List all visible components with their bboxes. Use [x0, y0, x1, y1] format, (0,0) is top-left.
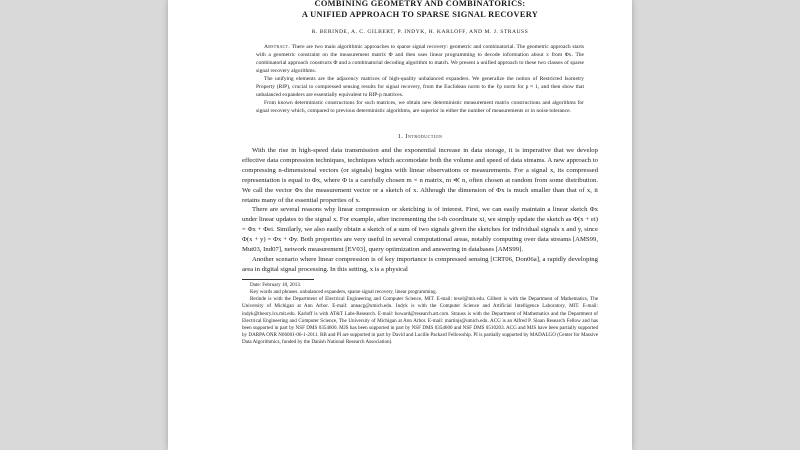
intro-paragraph-3: Another scenario where linear compression is of key importance is compressed sensing [CRT06, Don06a], a rapidly developing area in digital signal processing. In this setting, x is a physical: [242, 255, 598, 273]
title-line-1: COMBINING GEOMETRY AND COMBINATORICS:: [314, 0, 526, 8]
author-list: R. BERINDE, A. C. GILBERT, P. INDYK, H. KARLOFF, AND M. J. STRAUSS: [311, 29, 529, 35]
page-content: [242, 0, 598, 347]
footnote-keywords: Key words and phrases. unbalanced expanders, sparse signal recovery, linear programming.: [250, 288, 437, 295]
section-heading-introduction: 1. Introduction: [397, 133, 443, 140]
abstract-label: Abstract.: [264, 44, 291, 50]
intro-paragraph-1: With the rise in high-speed data transmission and the exponential increase in data storage, it is imperative that we develop effective data compression techniques, techniques which accomodate both the volume and speed of data streams. A new approach to compressing n-dimensional vectors (or signals) begins with linear observations or measurements. For a signal x, its compressed representation is equal to Φx, where Φ is a carefully chosen m × n matrix, m ≪ n, often chosen at random from some distribution. We call the vector Φx the measurement vector or a sketch of x. Although the dimension of Φx is much smaller than that of x, it retains many of the essential properties of x.: [242, 147, 598, 204]
title-line-2: A UNIFIED APPROACH TO SPARSE SIGNAL RECOVERY: [301, 10, 539, 19]
footnote-date: Date: February 18, 2013.: [250, 281, 302, 288]
paper-page: [168, 0, 632, 450]
abstract-paragraph-3: From known deterministic constructions for such matrices, we obtain new deterministic measurement matrix constructions and algorithms for signal recovery which, compared to previous deterministic algorithms, are superior in either the number of measurements or in noise tolerance.: [256, 100, 584, 114]
footnotes: [242, 282, 598, 347]
footnote-rule: [242, 279, 314, 280]
paper-title: [250, 0, 590, 20]
abstract-paragraph-2: The unifying elements are the adjacency matrices of high-quality unbalanced expanders. We generalize the notion of Restricted Isometry Property (RIP), crucial to compressed sensing results for signal recovery, from the Euclidean norm to the ℓp norm for p ≈ 1, and then show that unbalanced expanders are essentially equivalent to RIP-p matrices.: [256, 76, 584, 98]
abstract-text-1: There are two main algorithmic approaches to sparse signal recovery: geometric and combinatorial. The geometric approach starts with a geometric constraint on the measurement matrix Φ and then uses linear programming to decode information about x from Φx. The combinatorial approach constructs Φ and a combinatorial decoding algorithm to match. We present a unified approach to these two classes of sparse signal recovery algorithms.: [256, 44, 585, 74]
abstract-paragraph-1: [256, 43, 584, 75]
introduction-body: [242, 146, 598, 275]
intro-paragraph-2: There are several reasons why linear compression or sketching is of interest. First, we can easily maintain a linear sketch Φx under linear updates to the signal x. For example, after incrementing the i-th coordinate xi, we simply update the sketch as Φ(x + ei) = Φx + Φei. Similarly, we also easily obtain a sketch of a sum of two signals given the sketches for individual signals x and y, since Φ(x + y) = Φx + Φy. Both properties are very useful in several computational areas, notably computing over data streams [AMS99, Mut03, Ind07], network measurement [EV03], query optimization and answering in databases [AMS99].: [242, 206, 598, 254]
abstract: [256, 43, 584, 115]
footnote-affiliations: Berinde is with the Department of Electrical Engineering and Computer Science, MIT. E-mail: texel@mit.edu. Gilbert is with the Department of Mathematics, The University of Michigan at Ann Arbor. E-mail: annacg@umich.edu. Indyk is with the Computer Science and Artificial Intelligence Laboratory, MIT. E-mail: indyk@theory.lcs.mit.edu. Karloff is with AT&T Labs-Research. E-mail: howard@research.att.com. Strauss is with the Department of Mathematics and the Department of Electrical Engineering and Computer Science, The University of Michigan at Ann Arbor. E-mail: martinjs@umich.edu. ACG is an Alfred P. Sloan Research Fellow and has been supported in part by NSF DMS 0354600. MJS has been supported in part by NSF DMS 0354600 and NSF DMS 0510203. ACG and MJS have been partially supported by DARPA ONR N66001-06-1-2011. RB and PI are supported in part by David and Lucille Packard Fellowship. PI is partially supported by MADALGO (Center for Massive Data Algorithmics, funded by the Danish National Research Association).: [242, 296, 598, 346]
